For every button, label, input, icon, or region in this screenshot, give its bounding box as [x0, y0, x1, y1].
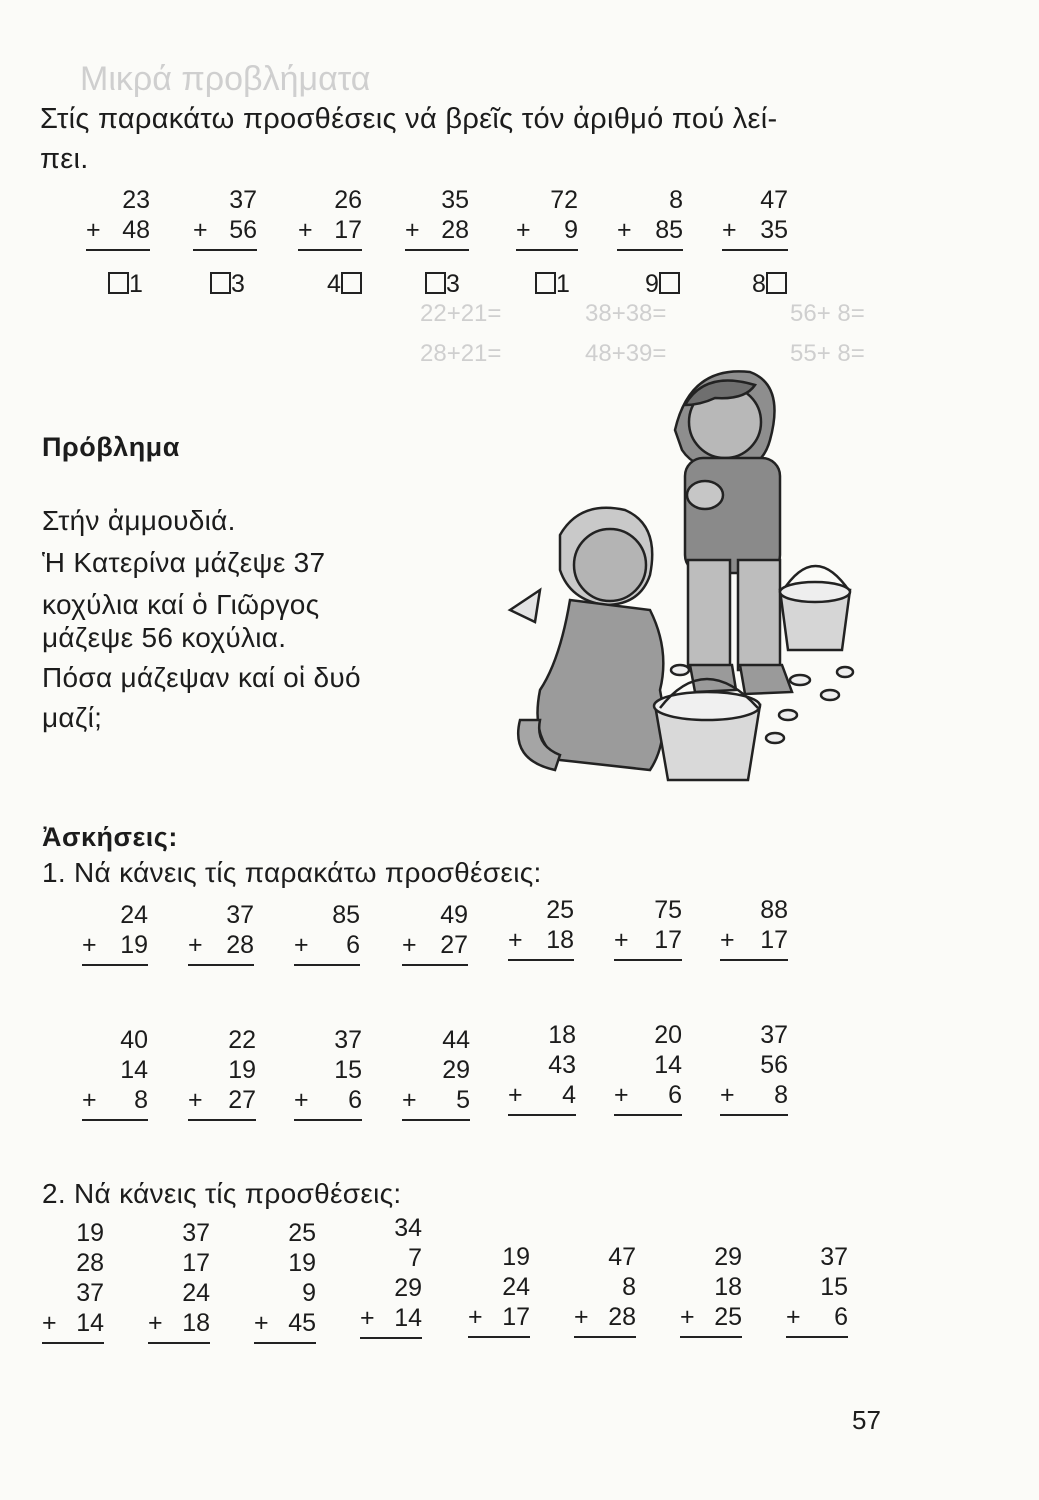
addition-problem	[402, 900, 468, 966]
addition-problem	[786, 1242, 848, 1338]
sum-line	[42, 1342, 104, 1344]
addend: + 48	[86, 216, 150, 244]
exercise-2-title: 2. Νά κάνεις τίς προσθέσεις:	[42, 1178, 402, 1209]
addend: 24	[502, 1273, 530, 1301]
intro-line-2: πει.	[40, 143, 89, 175]
problem-heading: Πρόβλημα	[42, 432, 180, 462]
addend: 24	[182, 1279, 210, 1307]
answer-box[interactable]	[425, 272, 446, 294]
addend: 19	[502, 1243, 530, 1271]
sum-line	[516, 249, 578, 251]
sum-line	[82, 1119, 148, 1121]
addition-problem	[680, 1242, 742, 1338]
addend: 37	[760, 1021, 788, 1049]
answer-box[interactable]	[210, 272, 231, 294]
addend: 29	[442, 1056, 470, 1084]
addend: + 56	[193, 216, 257, 244]
addition-problem	[82, 900, 148, 966]
addend: 18	[714, 1273, 742, 1301]
addend: + 85	[617, 216, 683, 244]
sum-line	[402, 964, 468, 966]
addend: 14	[120, 1056, 148, 1084]
sum-result: 8	[752, 270, 787, 299]
sum-line	[722, 249, 788, 251]
bleed-through-text: 56+ 8=	[790, 300, 865, 327]
addend: 34	[394, 1214, 422, 1242]
addition-problem	[508, 895, 574, 961]
sum-line	[254, 1342, 316, 1344]
bleed-through-heading: Μικρά προβλήματα	[80, 60, 371, 98]
addend: + 17	[720, 926, 788, 954]
sum-line	[188, 1119, 256, 1121]
problem-line: μάζεψε 56 κοχύλια.	[42, 622, 287, 653]
addition-problem	[294, 1025, 362, 1121]
addend: 37	[820, 1243, 848, 1271]
addend: 37	[76, 1279, 104, 1307]
addend: + 19	[82, 931, 148, 959]
sum-line	[614, 959, 682, 961]
sum-line	[574, 1336, 636, 1338]
answer-box[interactable]	[341, 272, 362, 294]
intro-line-1: Στίς παρακάτω προσθέσεις νά βρεῖς τόν ἀριθμό πού λεί-	[40, 103, 778, 135]
addend: + 8	[720, 1081, 788, 1109]
sum-result: 1	[535, 270, 570, 299]
addend: 35	[441, 186, 469, 214]
addend: 56	[760, 1051, 788, 1079]
addend: + 18	[148, 1309, 210, 1337]
addend: 26	[334, 186, 362, 214]
addend: 25	[288, 1219, 316, 1247]
sum-line	[720, 1114, 788, 1116]
problem-line: κοχύλια καί ὁ Γιῶργος	[42, 589, 320, 620]
addend: + 17	[614, 926, 682, 954]
sum-line	[617, 249, 683, 251]
addend: 44	[442, 1026, 470, 1054]
addend: 85	[332, 901, 360, 929]
bleed-through-text: 48+39=	[585, 340, 667, 367]
addend: 37	[182, 1219, 210, 1247]
sum-line	[148, 1342, 210, 1344]
addition-problem	[294, 900, 360, 966]
addend: 7	[408, 1244, 422, 1272]
problem-line: Ἡ Κατερίνα μάζεψε 37	[42, 547, 326, 578]
addend: + 17	[468, 1303, 530, 1331]
addition-problem	[360, 1213, 422, 1339]
addend: + 28	[574, 1303, 636, 1331]
addition-problem	[254, 1218, 316, 1344]
children-shells-illustration	[500, 360, 880, 790]
addend: + 28	[405, 216, 469, 244]
problem-line: Πόσα μάζεψαν καί οἱ δυό	[42, 662, 361, 693]
bleed-through-text: 28+21=	[420, 340, 502, 367]
addend: + 4	[508, 1081, 576, 1109]
addend: 28	[76, 1249, 104, 1277]
sum-line	[82, 964, 148, 966]
sum-line	[402, 1119, 470, 1121]
addend: + 14	[42, 1309, 104, 1337]
addend: 29	[714, 1243, 742, 1271]
sum-line	[294, 964, 360, 966]
addend: 29	[394, 1274, 422, 1302]
missing-digit-sum	[516, 185, 578, 251]
bleed-through-text: 22+21=	[420, 300, 502, 327]
addition-problem	[574, 1242, 636, 1338]
sum-line	[508, 1114, 576, 1116]
addend: 25	[546, 896, 574, 924]
problem-line: Στήν ἀμμουδιά.	[42, 505, 236, 536]
addend: + 6	[614, 1081, 682, 1109]
page-number: 57	[852, 1405, 881, 1435]
addend: 75	[654, 896, 682, 924]
addend: 23	[122, 186, 150, 214]
addend: 17	[182, 1249, 210, 1277]
addend: 47	[760, 186, 788, 214]
addition-problem	[720, 1020, 788, 1116]
missing-digit-sum	[405, 185, 469, 251]
addend: + 27	[402, 931, 468, 959]
bleed-through-text: 38+38=	[585, 300, 667, 327]
bleed-through-text: 55+ 8=	[790, 340, 865, 367]
addend: + 6	[294, 931, 360, 959]
addend: + 6	[294, 1086, 362, 1114]
answer-box[interactable]	[535, 272, 556, 294]
addend: + 45	[254, 1309, 316, 1337]
sum-result: 3	[425, 270, 460, 299]
sum-line	[405, 249, 469, 251]
addend: 8	[622, 1273, 636, 1301]
sum-result: 4	[327, 270, 362, 299]
sum-line	[360, 1337, 422, 1339]
addend: 72	[550, 186, 578, 214]
missing-digit-sum	[722, 185, 788, 251]
addend: + 18	[508, 926, 574, 954]
sum-line	[508, 959, 574, 961]
addition-problem	[42, 1218, 104, 1344]
addition-problem	[188, 900, 254, 966]
sum-line	[680, 1336, 742, 1338]
sum-result: 1	[108, 270, 143, 299]
addend: 15	[334, 1056, 362, 1084]
addend: + 5	[402, 1086, 470, 1114]
addend: + 27	[188, 1086, 256, 1114]
addition-problem	[402, 1025, 470, 1121]
sum-line	[614, 1114, 682, 1116]
addend: 19	[76, 1219, 104, 1247]
answer-box[interactable]	[108, 272, 129, 294]
addend: + 8	[82, 1086, 148, 1114]
addend: 88	[760, 896, 788, 924]
addend: 40	[120, 1026, 148, 1054]
sum-line	[786, 1336, 848, 1338]
sum-result: 3	[210, 270, 245, 299]
addend: 37	[229, 186, 257, 214]
missing-digit-sum	[298, 185, 362, 251]
addition-problem	[148, 1218, 210, 1344]
addend: 19	[228, 1056, 256, 1084]
addend: 24	[120, 901, 148, 929]
sum-result: 9	[645, 270, 680, 299]
sum-line	[294, 1119, 362, 1121]
missing-digit-sum	[617, 185, 683, 251]
addend: + 17	[298, 216, 362, 244]
addend: 8	[669, 186, 683, 214]
addition-problem	[720, 895, 788, 961]
addend: 49	[440, 901, 468, 929]
addend: 15	[820, 1273, 848, 1301]
addend: 43	[548, 1051, 576, 1079]
missing-digit-sum	[193, 185, 257, 251]
exercises-heading: Ἀσκήσεις:	[42, 822, 178, 852]
addition-problem	[508, 1020, 576, 1116]
sum-line	[193, 249, 257, 251]
addend: 9	[302, 1279, 316, 1307]
addition-problem	[82, 1025, 148, 1121]
exercise-1-title: 1. Νά κάνεις τίς παρακάτω προσθέσεις:	[42, 857, 542, 888]
addend: 18	[548, 1021, 576, 1049]
addend: 37	[226, 901, 254, 929]
addend: + 14	[360, 1304, 422, 1332]
missing-digit-sum	[86, 185, 150, 251]
addition-problem	[188, 1025, 256, 1121]
sum-line	[720, 959, 788, 961]
addend: 37	[334, 1026, 362, 1054]
sum-line	[188, 964, 254, 966]
addend: + 35	[722, 216, 788, 244]
addend: + 25	[680, 1303, 742, 1331]
sum-line	[298, 249, 362, 251]
problem-line: μαζί;	[42, 702, 103, 733]
addend: 22	[228, 1026, 256, 1054]
sum-line	[468, 1336, 530, 1338]
sum-line	[86, 249, 150, 251]
addition-problem	[468, 1242, 530, 1338]
addend: 20	[654, 1021, 682, 1049]
addend: + 28	[188, 931, 254, 959]
addition-problem	[614, 1020, 682, 1116]
answer-box[interactable]	[766, 272, 787, 294]
addend: + 6	[786, 1303, 848, 1331]
addend: 14	[654, 1051, 682, 1079]
addend: 19	[288, 1249, 316, 1277]
addend: 47	[608, 1243, 636, 1271]
addend: + 9	[516, 216, 578, 244]
answer-box[interactable]	[659, 272, 680, 294]
addition-problem	[614, 895, 682, 961]
